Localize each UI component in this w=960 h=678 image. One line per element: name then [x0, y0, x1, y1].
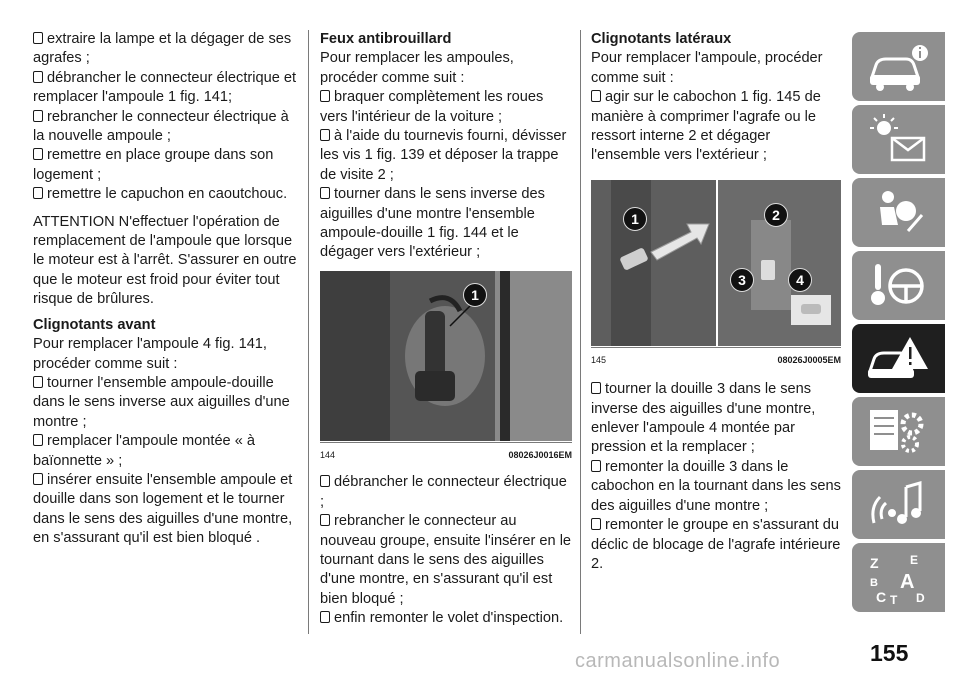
list-item: rebrancher le connecteur électrique à la nouvelle ampoule ; [33, 108, 299, 147]
tab-warning-lights[interactable] [852, 105, 945, 174]
list-item: tourner la douille 3 dans le sens inverse des aiguilles d'une montre, enlever l'ampoule 4 montée par pression et la remplacer ; [591, 380, 841, 458]
figure-caption [320, 442, 572, 465]
list-item: remettre le capuchon en caoutchouc. [33, 185, 299, 204]
figure-number: 145 [591, 354, 607, 365]
index-letter: B [870, 577, 878, 589]
car-info-icon [866, 39, 930, 95]
list-item: à l'aide du tournevis fourni, dévisser les vis 1 fig. 139 et déposer la trappe de visite 2 ; [320, 127, 572, 185]
attention-note: ATTENTION N'effectuer l'opération de remplacement de l'ampoule que lorsque le moteur est à l'arrêt. S'assurer en outre que le moteur est froid pour éviter tout risque de brûlures. [33, 213, 297, 308]
list-item: débrancher le connecteur électrique et remplacer l'ampoule 1 fig. 141; [33, 69, 299, 108]
list-item: insérer ensuite l'ensemble ampoule et douille dans son logement et le tourner dans le sens des aiguilles d'une montre, en s'assurant qu'il est bien bloqué . [33, 471, 299, 549]
callout-3: 3 [730, 268, 754, 292]
column-divider [580, 30, 581, 634]
watermark: carmanualsonline.info [575, 650, 781, 672]
section-heading-clignotants-avant: Clignotants avant [33, 316, 156, 333]
tab-multimedia[interactable] [852, 470, 945, 539]
section-intro: Pour remplacer l'ampoule, procéder comme suit : [591, 50, 823, 86]
tab-car-info[interactable] [852, 32, 945, 101]
column-2 [320, 30, 572, 629]
tab-safety[interactable] [852, 178, 945, 247]
figure-144-image [320, 271, 572, 441]
callout-4: 4 [788, 268, 812, 292]
index-letter: D [916, 591, 925, 605]
airbag-seat-icon [866, 185, 930, 241]
chapter-tabs [852, 32, 945, 616]
figure-number: 144 [320, 449, 336, 460]
index-letter: T [890, 593, 898, 606]
tab-index[interactable] [852, 543, 945, 612]
maintenance-gears-icon [866, 404, 930, 460]
callout-2: 2 [764, 203, 788, 227]
list-item: remplacer l'ampoule montée « à baïonnette » ; [33, 432, 299, 471]
callout-1: 1 [463, 283, 487, 307]
index-letter: C [876, 589, 887, 605]
figure-145-image [591, 180, 841, 346]
alphabetical-index-icon [866, 550, 930, 606]
key-steering-wheel-icon [866, 258, 930, 314]
index-letter: E [910, 553, 919, 567]
section-intro: Pour remplacer les ampoules, procéder comme suit : [320, 50, 514, 86]
list-item: agir sur le cabochon 1 fig. 145 de manière à comprimer l'agrafe ou le ressort interne 2 et dégager l'ensemble vers l'extérieur ; [591, 88, 841, 166]
list-item: rebrancher le connecteur au nouveau groupe, ensuite l'insérer en le tournant dans le sens des aiguilles d'une montre, en s'assurant qu'il est bien bloqué ; [320, 512, 572, 609]
section-heading-clignotants-lateraux: Clignotants latéraux [591, 31, 732, 47]
tab-starting-driving[interactable] [852, 251, 945, 320]
figure-145 [591, 180, 841, 370]
section-heading-feux-antibrouillard: Feux antibrouillard [320, 31, 452, 47]
list-item: remonter le groupe en s'assurant du déclic de blocage de l'agrafe intérieure 2. [591, 516, 841, 574]
column-1 [33, 30, 299, 549]
fog-lamp-photo [320, 271, 572, 441]
page-number: 155 [870, 640, 909, 666]
list-item: braquer complètement les roues vers l'intérieur de la voiture ; [320, 88, 572, 127]
figure-code: 08026J0016EM [508, 449, 572, 460]
warning-lights-icon [866, 112, 930, 168]
figure-code: 08026J0005EM [777, 354, 841, 365]
column-3 [591, 30, 841, 574]
tab-maintenance[interactable] [852, 397, 945, 466]
list-item: remettre en place groupe dans son logement ; [33, 146, 299, 185]
tab-emergency[interactable] [852, 324, 945, 393]
column-divider [308, 30, 309, 634]
figure-caption [591, 347, 841, 370]
index-letter: Z [870, 555, 879, 571]
section-intro: Pour remplacer l'ampoule 4 fig. 141, procéder comme suit : [33, 336, 267, 372]
list-item: débrancher le connecteur électrique ; [320, 473, 572, 512]
car-breakdown-icon [866, 331, 930, 387]
side-indicator-photo [591, 180, 841, 346]
figure-144 [320, 271, 572, 465]
list-item: tourner dans le sens inverse des aiguilles d'une montre l'ensemble ampoule-douille 1 fig. 144 et le dégager vers l'extérieur ; [320, 185, 572, 263]
list-item: extraire la lampe et la dégager de ses agrafes ; [33, 30, 299, 69]
list-item: enfin remonter le volet d'inspection. [320, 609, 572, 628]
index-letter: A [900, 571, 915, 593]
list-item: tourner l'ensemble ampoule-douille dans le sens inverse aux aiguilles d'une montre ; [33, 374, 299, 432]
callout-1: 1 [623, 207, 647, 231]
list-item: remonter la douille 3 dans le cabochon en la tournant dans les sens des aiguilles d'une montre ; [591, 458, 841, 516]
multimedia-icon [866, 477, 930, 533]
